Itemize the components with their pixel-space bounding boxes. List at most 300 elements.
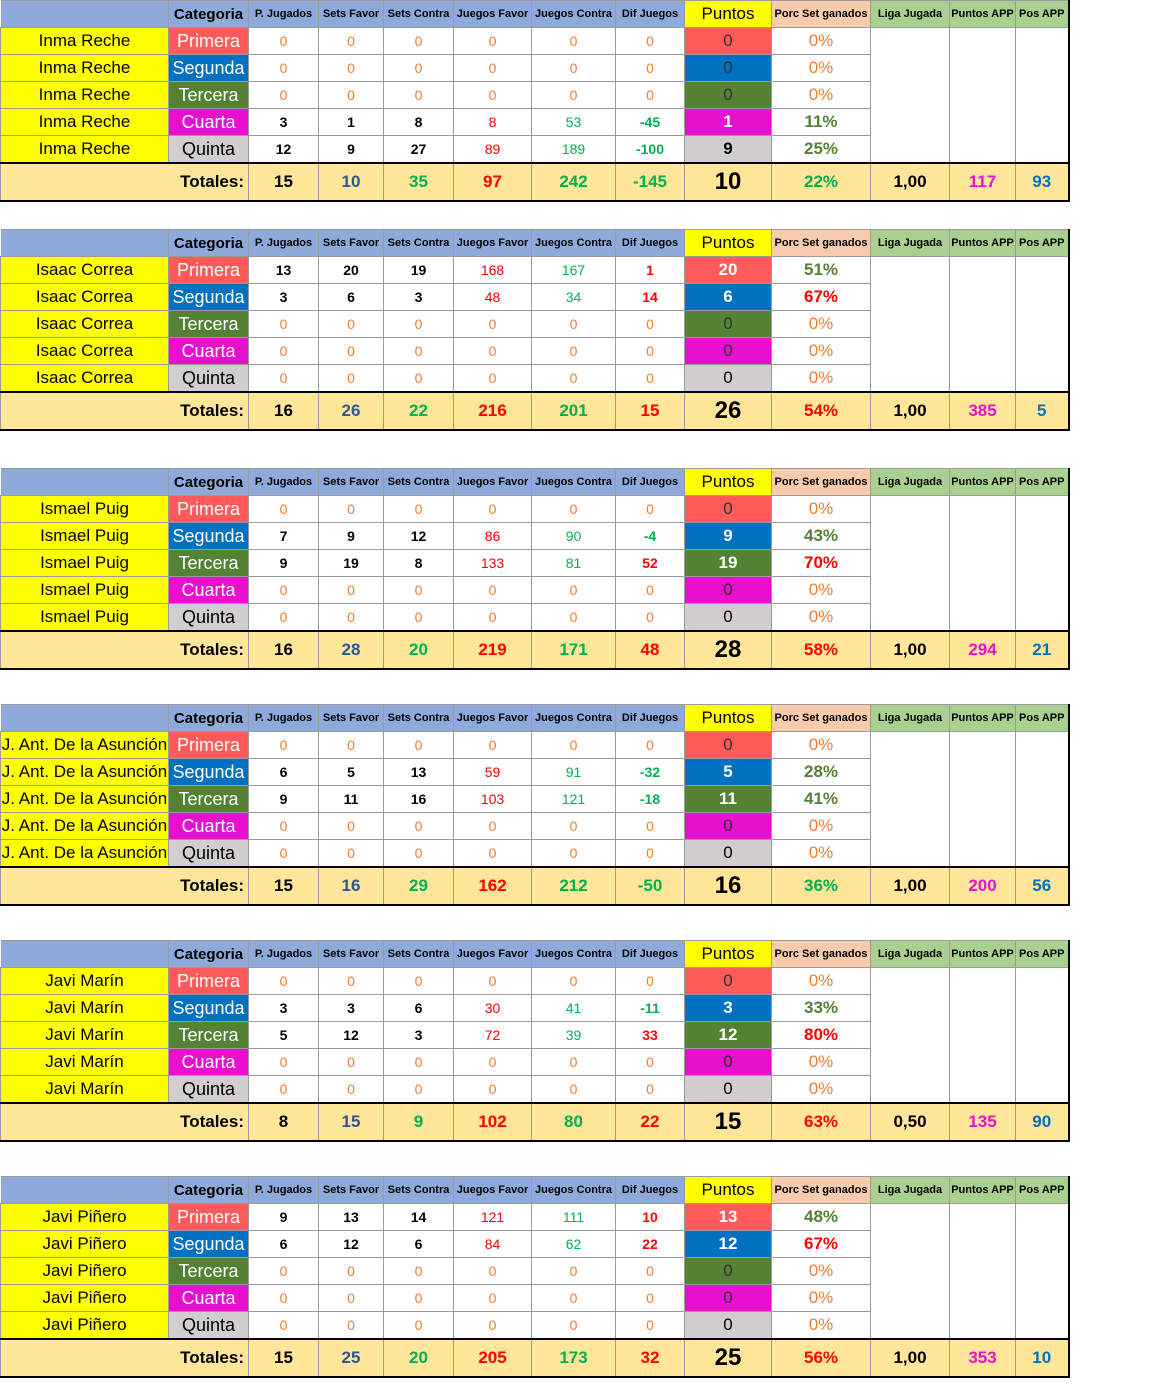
player-name-cell[interactable]: Isaac Correa bbox=[1, 284, 169, 311]
header-juegos-contra[interactable]: Juegos Contra bbox=[532, 941, 616, 968]
points-cell[interactable]: 0 bbox=[685, 1076, 772, 1104]
header-blank[interactable] bbox=[1, 469, 169, 496]
stat-cell[interactable]: 0 bbox=[249, 604, 319, 632]
stat-cell[interactable]: 0 bbox=[532, 968, 616, 995]
stat-cell[interactable]: 34 bbox=[532, 284, 616, 311]
pos-app-cell[interactable] bbox=[1016, 257, 1069, 284]
total-cell[interactable]: 90 bbox=[1016, 1103, 1069, 1141]
stat-cell[interactable]: 0 bbox=[249, 338, 319, 365]
total-cell[interactable]: 171 bbox=[532, 631, 616, 669]
header-categoria[interactable]: Categoria bbox=[169, 705, 249, 732]
stat-cell[interactable]: 20 bbox=[319, 257, 384, 284]
total-cell[interactable]: 173 bbox=[532, 1339, 616, 1377]
liga-cell[interactable] bbox=[871, 1285, 950, 1312]
stat-cell[interactable]: 0 bbox=[616, 82, 685, 109]
stat-cell[interactable]: 0 bbox=[319, 813, 384, 840]
stat-cell[interactable]: 0 bbox=[616, 604, 685, 632]
points-cell[interactable]: 0 bbox=[685, 604, 772, 632]
stat-cell[interactable]: 0 bbox=[454, 968, 532, 995]
stat-cell[interactable]: 0 bbox=[384, 365, 454, 393]
liga-cell[interactable] bbox=[871, 136, 950, 164]
stat-cell[interactable]: 0 bbox=[454, 577, 532, 604]
total-cell[interactable]: 1,00 bbox=[871, 392, 950, 430]
percent-cell[interactable]: 41% bbox=[772, 786, 871, 813]
stat-cell[interactable]: 0 bbox=[616, 365, 685, 393]
stat-cell[interactable]: 0 bbox=[454, 732, 532, 759]
stat-cell[interactable]: 0 bbox=[532, 1258, 616, 1285]
stat-cell[interactable]: 0 bbox=[616, 55, 685, 82]
stat-cell[interactable]: 0 bbox=[384, 82, 454, 109]
liga-cell[interactable] bbox=[871, 1258, 950, 1285]
total-cell[interactable]: 15 bbox=[685, 1103, 772, 1141]
category-cell[interactable]: Quinta bbox=[169, 604, 249, 632]
header-jugados[interactable]: P. Jugados bbox=[249, 1, 319, 28]
puntos-app-cell[interactable] bbox=[950, 1076, 1016, 1104]
stat-cell[interactable]: 0 bbox=[616, 496, 685, 523]
player-name-cell[interactable]: Inma Reche bbox=[1, 82, 169, 109]
header-jugados[interactable]: P. Jugados bbox=[249, 1177, 319, 1204]
total-cell[interactable]: 8 bbox=[249, 1103, 319, 1141]
totals-label[interactable]: Totales: bbox=[169, 163, 249, 201]
player-name-cell[interactable]: Ismael Puig bbox=[1, 523, 169, 550]
stat-cell[interactable]: 0 bbox=[454, 365, 532, 393]
stat-cell[interactable]: 0 bbox=[384, 55, 454, 82]
stat-cell[interactable]: 90 bbox=[532, 523, 616, 550]
header-puntos-app[interactable]: Puntos APP bbox=[950, 705, 1016, 732]
stat-cell[interactable]: 3 bbox=[384, 1022, 454, 1049]
stat-cell[interactable]: 0 bbox=[319, 311, 384, 338]
category-cell[interactable]: Primera bbox=[169, 732, 249, 759]
puntos-app-cell[interactable] bbox=[950, 55, 1016, 82]
stat-cell[interactable]: 13 bbox=[249, 257, 319, 284]
stat-cell[interactable]: 0 bbox=[384, 1312, 454, 1340]
stat-cell[interactable]: 0 bbox=[616, 1076, 685, 1104]
percent-cell[interactable]: 0% bbox=[772, 55, 871, 82]
total-cell[interactable]: 385 bbox=[950, 392, 1016, 430]
stat-cell[interactable]: 0 bbox=[249, 1258, 319, 1285]
stat-cell[interactable]: 0 bbox=[532, 82, 616, 109]
pos-app-cell[interactable] bbox=[1016, 1204, 1069, 1231]
header-blank[interactable] bbox=[1, 705, 169, 732]
liga-cell[interactable] bbox=[871, 109, 950, 136]
stat-cell[interactable]: 9 bbox=[249, 550, 319, 577]
percent-cell[interactable]: 0% bbox=[772, 1285, 871, 1312]
header-jugados[interactable]: P. Jugados bbox=[249, 705, 319, 732]
stat-cell[interactable]: 0 bbox=[532, 55, 616, 82]
total-cell[interactable]: 1,00 bbox=[871, 1339, 950, 1377]
header-sets-contra[interactable]: Sets Contra bbox=[384, 1177, 454, 1204]
liga-cell[interactable] bbox=[871, 365, 950, 393]
header-sets-contra[interactable]: Sets Contra bbox=[384, 1, 454, 28]
header-blank[interactable] bbox=[1, 1, 169, 28]
player-name-cell[interactable]: Inma Reche bbox=[1, 28, 169, 55]
stat-cell[interactable]: 5 bbox=[319, 759, 384, 786]
stat-cell[interactable]: 14 bbox=[616, 284, 685, 311]
percent-cell[interactable]: 33% bbox=[772, 995, 871, 1022]
player-name-cell[interactable]: Ismael Puig bbox=[1, 604, 169, 632]
pos-app-cell[interactable] bbox=[1016, 28, 1069, 55]
stat-cell[interactable]: 0 bbox=[532, 1076, 616, 1104]
header-pos-app[interactable]: Pos APP bbox=[1016, 230, 1069, 257]
total-cell[interactable]: 22% bbox=[772, 163, 871, 201]
total-cell[interactable]: 58% bbox=[772, 631, 871, 669]
pos-app-cell[interactable] bbox=[1016, 1049, 1069, 1076]
liga-cell[interactable] bbox=[871, 1312, 950, 1340]
pos-app-cell[interactable] bbox=[1016, 577, 1069, 604]
stat-cell[interactable]: 39 bbox=[532, 1022, 616, 1049]
total-cell[interactable]: 54% bbox=[772, 392, 871, 430]
player-name-cell[interactable]: Ismael Puig bbox=[1, 577, 169, 604]
pos-app-cell[interactable] bbox=[1016, 338, 1069, 365]
stat-cell[interactable]: 0 bbox=[319, 1076, 384, 1104]
stat-cell[interactable]: 0 bbox=[616, 813, 685, 840]
points-cell[interactable]: 20 bbox=[685, 257, 772, 284]
pos-app-cell[interactable] bbox=[1016, 604, 1069, 632]
header-jugados[interactable]: P. Jugados bbox=[249, 469, 319, 496]
total-cell[interactable]: 0,50 bbox=[871, 1103, 950, 1141]
category-cell[interactable]: Segunda bbox=[169, 995, 249, 1022]
stat-cell[interactable]: 133 bbox=[454, 550, 532, 577]
stat-cell[interactable]: 22 bbox=[616, 1231, 685, 1258]
points-cell[interactable]: 0 bbox=[685, 1285, 772, 1312]
percent-cell[interactable]: 0% bbox=[772, 338, 871, 365]
category-cell[interactable]: Cuarta bbox=[169, 577, 249, 604]
total-cell[interactable]: 205 bbox=[454, 1339, 532, 1377]
header-juegos-contra[interactable]: Juegos Contra bbox=[532, 705, 616, 732]
stat-cell[interactable]: 0 bbox=[384, 813, 454, 840]
header-pos-app[interactable]: Pos APP bbox=[1016, 941, 1069, 968]
liga-cell[interactable] bbox=[871, 968, 950, 995]
header-puntos[interactable]: Puntos bbox=[685, 941, 772, 968]
liga-cell[interactable] bbox=[871, 732, 950, 759]
total-cell[interactable]: 102 bbox=[454, 1103, 532, 1141]
pos-app-cell[interactable] bbox=[1016, 732, 1069, 759]
percent-cell[interactable]: 70% bbox=[772, 550, 871, 577]
total-cell[interactable]: 16 bbox=[685, 867, 772, 905]
stat-cell[interactable]: 0 bbox=[384, 840, 454, 868]
stat-cell[interactable]: 30 bbox=[454, 995, 532, 1022]
player-name-cell[interactable]: Isaac Correa bbox=[1, 365, 169, 393]
puntos-app-cell[interactable] bbox=[950, 995, 1016, 1022]
category-cell[interactable]: Cuarta bbox=[169, 813, 249, 840]
points-cell[interactable]: 13 bbox=[685, 1204, 772, 1231]
stat-cell[interactable]: 13 bbox=[319, 1204, 384, 1231]
stat-cell[interactable]: 1 bbox=[616, 257, 685, 284]
pos-app-cell[interactable] bbox=[1016, 496, 1069, 523]
header-dif-juegos[interactable]: Dif Juegos bbox=[616, 1, 685, 28]
player-name-cell[interactable]: J. Ant. De la Asunción bbox=[1, 732, 169, 759]
total-cell[interactable]: 216 bbox=[454, 392, 532, 430]
category-cell[interactable]: Cuarta bbox=[169, 1285, 249, 1312]
stat-cell[interactable]: 0 bbox=[249, 1312, 319, 1340]
stat-cell[interactable]: 62 bbox=[532, 1231, 616, 1258]
header-porc[interactable]: Porc Set ganados bbox=[772, 941, 871, 968]
total-cell[interactable]: 16 bbox=[249, 392, 319, 430]
category-cell[interactable]: Tercera bbox=[169, 82, 249, 109]
header-jugados[interactable]: P. Jugados bbox=[249, 230, 319, 257]
points-cell[interactable]: 0 bbox=[685, 840, 772, 868]
total-cell[interactable]: 29 bbox=[384, 867, 454, 905]
stat-cell[interactable]: 12 bbox=[384, 523, 454, 550]
header-puntos[interactable]: Puntos bbox=[685, 1177, 772, 1204]
total-cell[interactable]: 20 bbox=[384, 631, 454, 669]
player-name-cell[interactable]: Javi Marín bbox=[1, 1049, 169, 1076]
points-cell[interactable]: 0 bbox=[685, 968, 772, 995]
points-cell[interactable]: 12 bbox=[685, 1022, 772, 1049]
header-liga[interactable]: Liga Jugada bbox=[871, 230, 950, 257]
stat-cell[interactable]: 27 bbox=[384, 136, 454, 164]
header-jugados[interactable]: P. Jugados bbox=[249, 941, 319, 968]
header-sets-favor[interactable]: Sets Favor bbox=[319, 705, 384, 732]
total-cell[interactable]: 26 bbox=[685, 392, 772, 430]
header-puntos[interactable]: Puntos bbox=[685, 469, 772, 496]
puntos-app-cell[interactable] bbox=[950, 523, 1016, 550]
total-cell[interactable]: 117 bbox=[950, 163, 1016, 201]
points-cell[interactable]: 0 bbox=[685, 732, 772, 759]
stat-cell[interactable]: 1 bbox=[319, 109, 384, 136]
stat-cell[interactable]: 14 bbox=[384, 1204, 454, 1231]
pos-app-cell[interactable] bbox=[1016, 82, 1069, 109]
stat-cell[interactable]: 19 bbox=[319, 550, 384, 577]
stat-cell[interactable]: 0 bbox=[532, 577, 616, 604]
percent-cell[interactable]: 0% bbox=[772, 813, 871, 840]
liga-cell[interactable] bbox=[871, 311, 950, 338]
total-cell[interactable]: 56 bbox=[1016, 867, 1069, 905]
header-blank[interactable] bbox=[1, 230, 169, 257]
points-cell[interactable]: 9 bbox=[685, 523, 772, 550]
stat-cell[interactable]: 0 bbox=[384, 968, 454, 995]
header-sets-favor[interactable]: Sets Favor bbox=[319, 230, 384, 257]
stat-cell[interactable]: 0 bbox=[319, 28, 384, 55]
total-cell[interactable]: 15 bbox=[616, 392, 685, 430]
header-puntos[interactable]: Puntos bbox=[685, 1, 772, 28]
header-pos-app[interactable]: Pos APP bbox=[1016, 705, 1069, 732]
puntos-app-cell[interactable] bbox=[950, 1258, 1016, 1285]
header-categoria[interactable]: Categoria bbox=[169, 941, 249, 968]
stat-cell[interactable]: 0 bbox=[319, 496, 384, 523]
stat-cell[interactable]: 81 bbox=[532, 550, 616, 577]
header-dif-juegos[interactable]: Dif Juegos bbox=[616, 1177, 685, 1204]
points-cell[interactable]: 0 bbox=[685, 82, 772, 109]
stat-cell[interactable]: 0 bbox=[616, 338, 685, 365]
total-cell[interactable]: 1,00 bbox=[871, 163, 950, 201]
total-cell[interactable]: 25 bbox=[319, 1339, 384, 1377]
total-cell[interactable]: 28 bbox=[319, 631, 384, 669]
total-cell[interactable]: 35 bbox=[384, 163, 454, 201]
stat-cell[interactable]: 3 bbox=[384, 284, 454, 311]
stat-cell[interactable]: 0 bbox=[532, 1312, 616, 1340]
header-juegos-contra[interactable]: Juegos Contra bbox=[532, 1177, 616, 1204]
pos-app-cell[interactable] bbox=[1016, 968, 1069, 995]
header-categoria[interactable]: Categoria bbox=[169, 1177, 249, 1204]
pos-app-cell[interactable] bbox=[1016, 759, 1069, 786]
player-name-cell[interactable]: Isaac Correa bbox=[1, 338, 169, 365]
category-cell[interactable]: Quinta bbox=[169, 365, 249, 393]
stat-cell[interactable]: 168 bbox=[454, 257, 532, 284]
liga-cell[interactable] bbox=[871, 257, 950, 284]
header-dif-juegos[interactable]: Dif Juegos bbox=[616, 705, 685, 732]
stat-cell[interactable]: 16 bbox=[384, 786, 454, 813]
points-cell[interactable]: 0 bbox=[685, 338, 772, 365]
puntos-app-cell[interactable] bbox=[950, 550, 1016, 577]
stat-cell[interactable]: 0 bbox=[384, 311, 454, 338]
total-cell[interactable]: 242 bbox=[532, 163, 616, 201]
stat-cell[interactable]: 0 bbox=[384, 604, 454, 632]
percent-cell[interactable]: 48% bbox=[772, 1204, 871, 1231]
stat-cell[interactable]: 8 bbox=[384, 550, 454, 577]
stat-cell[interactable]: 0 bbox=[532, 1049, 616, 1076]
total-cell[interactable]: 10 bbox=[1016, 1339, 1069, 1377]
player-name-cell[interactable]: J. Ant. De la Asunción bbox=[1, 840, 169, 868]
header-sets-contra[interactable]: Sets Contra bbox=[384, 230, 454, 257]
category-cell[interactable]: Quinta bbox=[169, 1312, 249, 1340]
liga-cell[interactable] bbox=[871, 786, 950, 813]
liga-cell[interactable] bbox=[871, 813, 950, 840]
points-cell[interactable]: 0 bbox=[685, 1258, 772, 1285]
header-porc[interactable]: Porc Set ganados bbox=[772, 1, 871, 28]
header-juegos-favor[interactable]: Juegos Favor bbox=[454, 1177, 532, 1204]
stat-cell[interactable]: 0 bbox=[532, 28, 616, 55]
stat-cell[interactable]: 0 bbox=[532, 338, 616, 365]
puntos-app-cell[interactable] bbox=[950, 840, 1016, 868]
header-porc[interactable]: Porc Set ganados bbox=[772, 469, 871, 496]
stat-cell[interactable]: 0 bbox=[249, 82, 319, 109]
puntos-app-cell[interactable] bbox=[950, 813, 1016, 840]
puntos-app-cell[interactable] bbox=[950, 786, 1016, 813]
stat-cell[interactable]: 3 bbox=[319, 995, 384, 1022]
total-cell[interactable]: 22 bbox=[616, 1103, 685, 1141]
category-cell[interactable]: Tercera bbox=[169, 786, 249, 813]
stat-cell[interactable]: 0 bbox=[249, 577, 319, 604]
totals-blank[interactable] bbox=[1, 631, 169, 669]
stat-cell[interactable]: 0 bbox=[249, 1049, 319, 1076]
points-cell[interactable]: 0 bbox=[685, 1312, 772, 1340]
totals-blank[interactable] bbox=[1, 392, 169, 430]
total-cell[interactable]: 80 bbox=[532, 1103, 616, 1141]
stat-cell[interactable]: 0 bbox=[532, 365, 616, 393]
pos-app-cell[interactable] bbox=[1016, 813, 1069, 840]
stat-cell[interactable]: 59 bbox=[454, 759, 532, 786]
header-puntos-app[interactable]: Puntos APP bbox=[950, 941, 1016, 968]
total-cell[interactable]: 219 bbox=[454, 631, 532, 669]
category-cell[interactable]: Cuarta bbox=[169, 109, 249, 136]
player-name-cell[interactable]: Javi Piñero bbox=[1, 1204, 169, 1231]
stat-cell[interactable]: 6 bbox=[249, 1231, 319, 1258]
stat-cell[interactable]: 13 bbox=[384, 759, 454, 786]
pos-app-cell[interactable] bbox=[1016, 840, 1069, 868]
pos-app-cell[interactable] bbox=[1016, 311, 1069, 338]
stat-cell[interactable]: 0 bbox=[454, 28, 532, 55]
stat-cell[interactable]: 0 bbox=[384, 496, 454, 523]
total-cell[interactable]: 15 bbox=[319, 1103, 384, 1141]
percent-cell[interactable]: 11% bbox=[772, 109, 871, 136]
header-liga[interactable]: Liga Jugada bbox=[871, 705, 950, 732]
stat-cell[interactable]: 9 bbox=[249, 1204, 319, 1231]
percent-cell[interactable]: 0% bbox=[772, 1312, 871, 1340]
stat-cell[interactable]: 5 bbox=[249, 1022, 319, 1049]
stat-cell[interactable]: 52 bbox=[616, 550, 685, 577]
liga-cell[interactable] bbox=[871, 28, 950, 55]
percent-cell[interactable]: 0% bbox=[772, 1258, 871, 1285]
stat-cell[interactable]: 0 bbox=[384, 1285, 454, 1312]
pos-app-cell[interactable] bbox=[1016, 1076, 1069, 1104]
category-cell[interactable]: Tercera bbox=[169, 1022, 249, 1049]
liga-cell[interactable] bbox=[871, 1076, 950, 1104]
header-sets-contra[interactable]: Sets Contra bbox=[384, 469, 454, 496]
stat-cell[interactable]: 0 bbox=[532, 496, 616, 523]
header-juegos-favor[interactable]: Juegos Favor bbox=[454, 469, 532, 496]
percent-cell[interactable]: 0% bbox=[772, 365, 871, 393]
stat-cell[interactable]: 0 bbox=[249, 1076, 319, 1104]
stat-cell[interactable]: 0 bbox=[319, 604, 384, 632]
total-cell[interactable]: 9 bbox=[384, 1103, 454, 1141]
liga-cell[interactable] bbox=[871, 1022, 950, 1049]
pos-app-cell[interactable] bbox=[1016, 786, 1069, 813]
player-name-cell[interactable]: Ismael Puig bbox=[1, 496, 169, 523]
header-juegos-favor[interactable]: Juegos Favor bbox=[454, 705, 532, 732]
points-cell[interactable]: 11 bbox=[685, 786, 772, 813]
stat-cell[interactable]: 0 bbox=[616, 577, 685, 604]
header-blank[interactable] bbox=[1, 941, 169, 968]
stat-cell[interactable]: 0 bbox=[454, 813, 532, 840]
stat-cell[interactable]: 0 bbox=[454, 1049, 532, 1076]
stat-cell[interactable]: 0 bbox=[454, 338, 532, 365]
stat-cell[interactable]: -11 bbox=[616, 995, 685, 1022]
total-cell[interactable]: 294 bbox=[950, 631, 1016, 669]
stat-cell[interactable]: 0 bbox=[319, 1312, 384, 1340]
pos-app-cell[interactable] bbox=[1016, 109, 1069, 136]
stat-cell[interactable]: 84 bbox=[454, 1231, 532, 1258]
stat-cell[interactable]: 0 bbox=[616, 968, 685, 995]
header-puntos[interactable]: Puntos bbox=[685, 230, 772, 257]
totals-label[interactable]: Totales: bbox=[169, 631, 249, 669]
player-name-cell[interactable]: Inma Reche bbox=[1, 55, 169, 82]
player-name-cell[interactable]: Javi Piñero bbox=[1, 1231, 169, 1258]
points-cell[interactable]: 0 bbox=[685, 365, 772, 393]
stat-cell[interactable]: 0 bbox=[616, 1312, 685, 1340]
stat-cell[interactable]: 0 bbox=[616, 28, 685, 55]
stat-cell[interactable]: 0 bbox=[616, 1258, 685, 1285]
stat-cell[interactable]: -100 bbox=[616, 136, 685, 164]
category-cell[interactable]: Cuarta bbox=[169, 338, 249, 365]
percent-cell[interactable]: 43% bbox=[772, 523, 871, 550]
category-cell[interactable]: Primera bbox=[169, 496, 249, 523]
header-liga[interactable]: Liga Jugada bbox=[871, 941, 950, 968]
totals-label[interactable]: Totales: bbox=[169, 867, 249, 905]
pos-app-cell[interactable] bbox=[1016, 1312, 1069, 1340]
points-cell[interactable]: 12 bbox=[685, 1231, 772, 1258]
player-name-cell[interactable]: J. Ant. De la Asunción bbox=[1, 759, 169, 786]
percent-cell[interactable]: 67% bbox=[772, 1231, 871, 1258]
stat-cell[interactable]: 189 bbox=[532, 136, 616, 164]
player-name-cell[interactable]: Isaac Correa bbox=[1, 311, 169, 338]
puntos-app-cell[interactable] bbox=[950, 109, 1016, 136]
totals-label[interactable]: Totales: bbox=[169, 1103, 249, 1141]
total-cell[interactable]: 15 bbox=[249, 163, 319, 201]
stat-cell[interactable]: 121 bbox=[532, 786, 616, 813]
liga-cell[interactable] bbox=[871, 1231, 950, 1258]
puntos-app-cell[interactable] bbox=[950, 136, 1016, 164]
pos-app-cell[interactable] bbox=[1016, 1022, 1069, 1049]
percent-cell[interactable]: 0% bbox=[772, 732, 871, 759]
points-cell[interactable]: 6 bbox=[685, 284, 772, 311]
category-cell[interactable]: Primera bbox=[169, 28, 249, 55]
header-pos-app[interactable]: Pos APP bbox=[1016, 1, 1069, 28]
stat-cell[interactable]: 12 bbox=[319, 1231, 384, 1258]
stat-cell[interactable]: 0 bbox=[249, 55, 319, 82]
stat-cell[interactable]: 0 bbox=[454, 1285, 532, 1312]
stat-cell[interactable]: 0 bbox=[384, 1258, 454, 1285]
